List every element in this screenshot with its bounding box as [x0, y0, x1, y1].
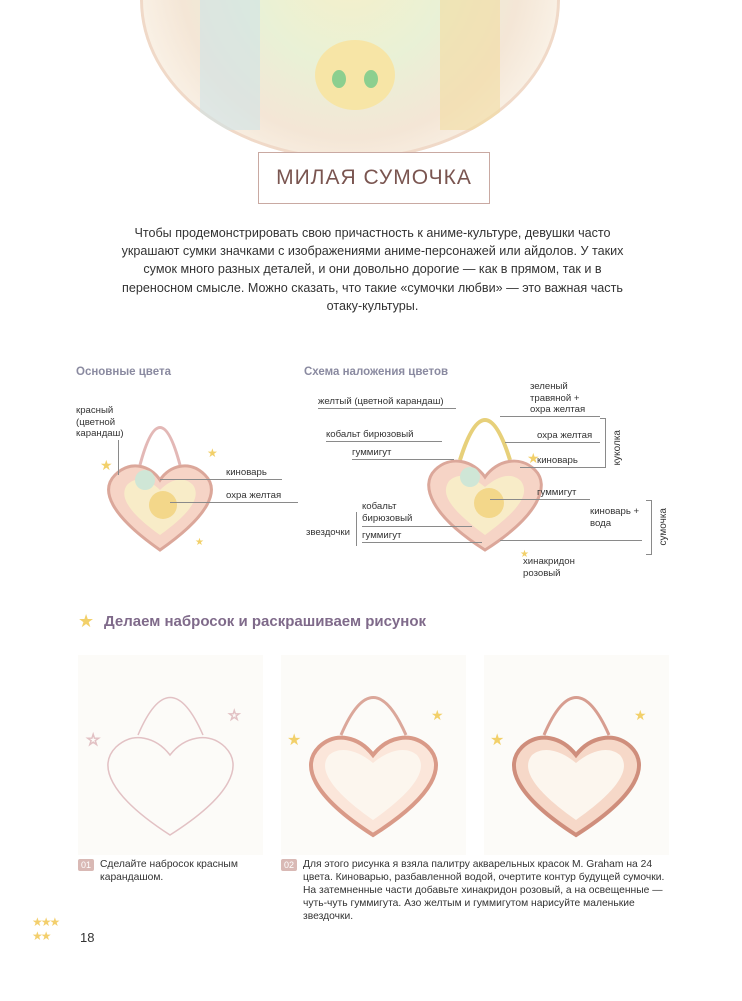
svg-text:★: ★ — [195, 537, 204, 548]
label-kuklka: куколка — [612, 430, 623, 466]
step-text: Сделайте набросок красным карандашом. — [100, 859, 238, 883]
bracket-line — [356, 512, 357, 546]
leader-line — [500, 416, 600, 417]
sketch-drawing — [78, 655, 263, 855]
watercolor-drawing — [484, 655, 669, 855]
svg-text:★: ★ — [207, 446, 218, 460]
art-stripe — [200, 0, 260, 130]
basic-colors-heading: Основные цвета — [76, 366, 171, 378]
color-scheme-heading: Схема наложения цветов — [304, 366, 449, 378]
label-gummigut-2: гуммигут — [362, 530, 402, 541]
character-eye — [364, 70, 378, 88]
label-kinovar-right: киноварь — [537, 455, 578, 466]
step-text: Для этого рисунка я взяла палитру акварельных красок M. Graham на 24 цвета. Киноварью, разбавленной водой, очертите контур будущей сумочки. На затемненные части добавьте хинакридон розовый, а на освещенные — чуть-чуть гуммигута. Азо желтым и гуммигутом нарисуйте маленькие звездочки. — [303, 859, 665, 922]
svg-text:★: ★ — [431, 707, 444, 723]
svg-text:★: ★ — [520, 549, 529, 560]
top-illustration — [140, 0, 560, 160]
kuklka-bracket — [600, 418, 606, 468]
svg-text:☆: ☆ — [86, 732, 101, 749]
label-red-pencil: красный (цветной карандаш) — [76, 405, 124, 439]
page-title: МИЛАЯ СУМОЧКА — [276, 166, 472, 189]
leader-line — [352, 459, 454, 460]
step-number: 02 — [281, 859, 297, 871]
svg-text:★: ★ — [287, 732, 302, 749]
leader-line — [118, 440, 119, 475]
label-green: зеленый травяной + охра желтая — [530, 381, 586, 415]
label-ohra-right: охра желтая — [537, 430, 593, 441]
label-zvezdochki: звездочки — [306, 527, 350, 538]
sumochka-bracket — [646, 500, 652, 555]
svg-text:☆: ☆ — [228, 707, 241, 723]
leader-line — [160, 479, 282, 480]
svg-text:★: ★ — [634, 707, 647, 723]
label-kinovar-water: киноварь + вода — [590, 506, 640, 529]
decorative-stars-icon: ★★★ ★★ — [32, 915, 59, 943]
label-sumochka: сумочка — [658, 508, 669, 546]
star-icon: ★ — [78, 611, 95, 631]
sketch-heading: Делаем набросок и раскрашиваем рисунок — [104, 613, 427, 630]
svg-text:★: ★ — [100, 457, 113, 473]
leader-line — [490, 499, 590, 500]
step-image-3 — [484, 655, 669, 855]
label-cobalt-2: кобальт бирюзовый — [362, 501, 413, 524]
svg-text:★: ★ — [490, 732, 505, 749]
label-hinakridon: хинакридон розовый — [523, 556, 575, 579]
leader-line — [520, 467, 600, 468]
label-gummigut-1: гуммигут — [352, 447, 392, 458]
leader-line — [170, 502, 298, 503]
label-gummigut-3: гуммигут — [537, 487, 577, 498]
label-ohra: охра желтая — [226, 490, 282, 501]
character-eye — [332, 70, 346, 88]
leader-line — [318, 408, 456, 409]
art-stripe — [440, 0, 500, 130]
leader-line — [362, 526, 472, 527]
title-frame — [258, 152, 490, 204]
leader-line — [362, 542, 482, 543]
intro-paragraph: Чтобы продемонстрировать свою причастность к аниме-культуре, девушки часто украшают сумки значками с изображениями аниме-персонажей или айдолов. У таких сумок много разных деталей, и они довольно дорогие — как в прямом, так и в переносном смысле. Можно сказать, что такие «сумочки любви» — это важная часть отаку-культуры. — [121, 226, 624, 313]
svg-text:★: ★ — [527, 450, 540, 466]
label-cobalt: кобальт бирюзовый — [326, 429, 414, 440]
step-number: 01 — [78, 859, 94, 871]
label-kinovar: киноварь — [226, 467, 267, 478]
character-face — [315, 40, 395, 110]
page-number: 18 — [80, 930, 95, 945]
step-image-1 — [78, 655, 263, 855]
label-yellow-pencil: желтый (цветной карандаш) — [318, 396, 444, 407]
step-image-2 — [281, 655, 466, 855]
leader-line — [500, 540, 642, 541]
watercolor-drawing — [281, 655, 466, 855]
leader-line — [505, 442, 600, 443]
leader-line — [326, 441, 442, 442]
